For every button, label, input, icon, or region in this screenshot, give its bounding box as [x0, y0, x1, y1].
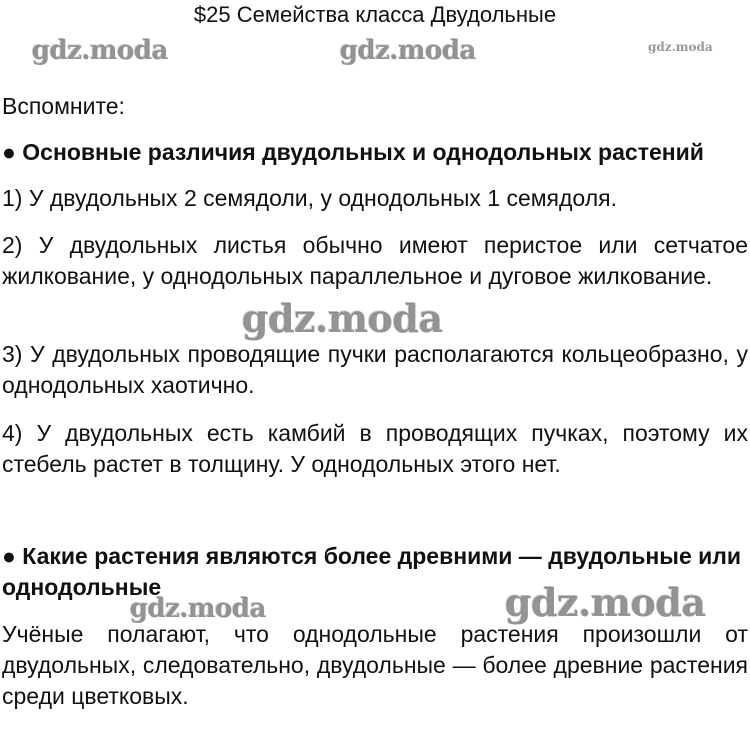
- list-item: 3) У двудольных проводящие пучки располагаются кольцеобразно, у однодольных хаотично.: [2, 341, 748, 398]
- watermark: gdz.moda: [505, 580, 706, 625]
- watermark: gdz.moda: [340, 36, 477, 66]
- list-item: 4) У двудольных есть камбий в проводящих пучках, поэтому их стебель растет в толщину. У однодольных этого нет.: [2, 420, 748, 477]
- list-item: 1) У двудольных 2 семядоли, у однодольных 1 семядоля.: [2, 185, 617, 211]
- watermark: gdz.moda: [648, 40, 713, 54]
- page-title: $25 Семейства класса Двудольные: [193, 2, 557, 27]
- watermark: gdz.moda: [242, 296, 443, 341]
- remember-label: Вспомните:: [2, 93, 125, 119]
- bullet: ●: [2, 543, 16, 569]
- watermark: gdz.moda: [32, 36, 169, 66]
- watermark: gdz.moda: [130, 594, 267, 624]
- section1-heading-text: Основные различия двудольных и однодольных растений: [22, 139, 704, 165]
- section2-answer: Учёные полагают, что однодольные растения произошли от двудольных, следовательно, двудольные — более древние растения среди цветковых.: [2, 621, 748, 709]
- section2-heading-text: Какие растения являются более древними — двудольные или однодольные: [2, 543, 742, 600]
- section2-heading: [2, 541, 748, 603]
- section1-heading: [2, 137, 748, 168]
- list-item: 2) У двудольных листья обычно имеют перистое или сетчатое жилкование, у однодольных параллельное и дуговое жилкование.: [2, 232, 748, 289]
- bullet: ●: [2, 139, 16, 165]
